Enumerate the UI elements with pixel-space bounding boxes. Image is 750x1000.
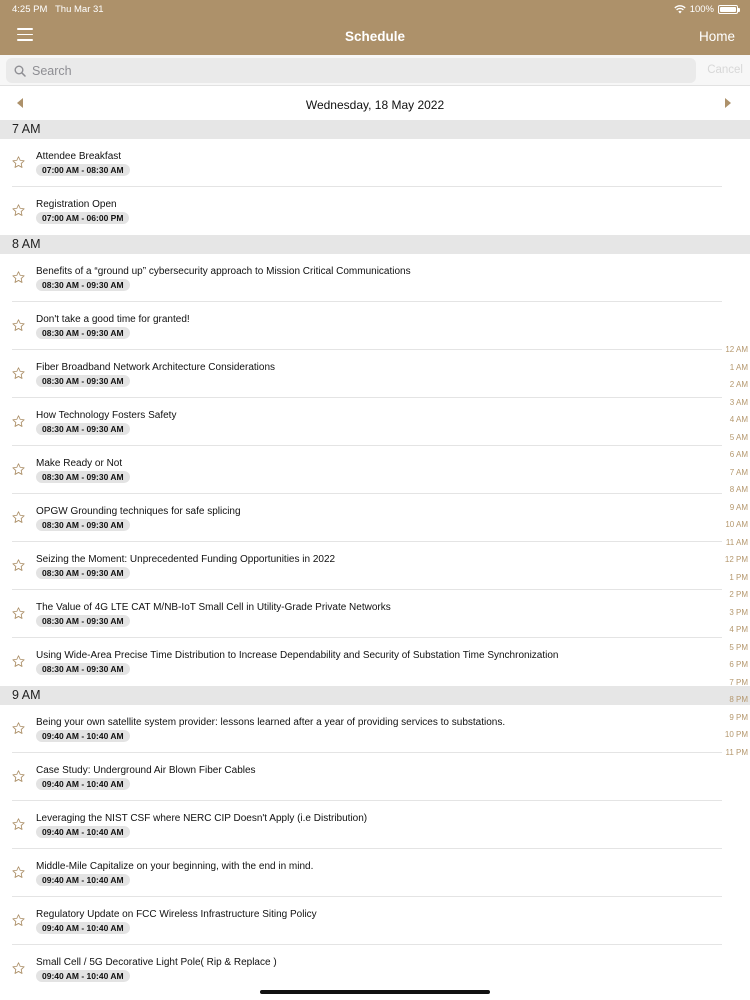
date-navigator <box>0 86 750 120</box>
search-input[interactable] <box>32 64 672 78</box>
star-outline-icon[interactable] <box>11 510 26 525</box>
hour-index-item[interactable]: 9 AM <box>729 502 748 512</box>
session-title: Being your own satellite system provider: lessons learned after a year of providing services to substations. <box>36 717 506 728</box>
session-title: Benefits of a “ground up” cybersecurity approach to Mission Critical Communications <box>36 266 411 277</box>
hour-index <box>718 345 748 765</box>
hour-index-item[interactable]: 5 PM <box>729 642 748 652</box>
session-title: Middle-Mile Capitalize on your beginning, with the end in mind. <box>36 861 314 872</box>
star-outline-icon[interactable] <box>11 318 26 333</box>
hour-index-item[interactable]: 11 PM <box>725 747 748 757</box>
star-outline-icon[interactable] <box>11 203 26 218</box>
status-time: 4:25 PM <box>12 4 48 15</box>
star-outline-icon[interactable] <box>11 865 26 880</box>
star-outline-icon[interactable] <box>11 414 26 429</box>
search-icon <box>12 63 28 79</box>
session-row[interactable] <box>0 753 750 801</box>
session-row[interactable] <box>0 139 750 187</box>
hour-index-item[interactable]: 12 PM <box>724 555 748 564</box>
session-time: 07:00 AM - 06:00 PM <box>36 212 129 224</box>
session-row[interactable] <box>0 398 750 446</box>
star-outline-icon[interactable] <box>11 817 26 832</box>
session-row[interactable] <box>0 897 750 945</box>
session-title: Using Wide-Area Precise Time Distribution to Increase Dependability and Security of Substation Time Synchronization <box>36 650 559 661</box>
hour-index-item[interactable]: 12 AM <box>725 345 748 354</box>
home-indicator <box>260 990 490 994</box>
session-title: Leveraging the NIST CSF where NERC CIP Doesn't Apply (i.e Distribution) <box>36 813 368 824</box>
status-date: Thu Mar 31 <box>55 4 104 15</box>
section-header: 7 AM <box>0 120 750 139</box>
hour-index-item[interactable]: 10 PM <box>724 730 748 739</box>
star-outline-icon[interactable] <box>11 366 26 381</box>
search-bar <box>0 55 750 86</box>
hour-index-item[interactable]: 10 AM <box>725 520 748 529</box>
star-outline-icon[interactable] <box>11 721 26 736</box>
session-time: 07:00 AM - 08:30 AM <box>36 164 130 176</box>
session-time: 08:30 AM - 09:30 AM <box>36 471 130 483</box>
current-date: Wednesday, 18 May 2022 <box>305 98 445 112</box>
hour-index-item[interactable]: 7 AM <box>729 467 748 477</box>
session-title: Case Study: Underground Air Blown Fiber Cables <box>36 765 256 776</box>
session-time: 09:40 AM - 10:40 AM <box>36 922 130 934</box>
session-title: Fiber Broadband Network Architecture Considerations <box>36 362 276 373</box>
session-time: 08:30 AM - 09:30 AM <box>36 663 130 675</box>
star-outline-icon[interactable] <box>11 558 26 573</box>
session-time: 08:30 AM - 09:30 AM <box>36 279 130 291</box>
session-row[interactable] <box>0 254 750 302</box>
session-time: 09:40 AM - 10:40 AM <box>36 778 130 790</box>
hour-index-item[interactable]: 4 AM <box>729 415 748 424</box>
status-right <box>674 4 738 15</box>
session-time: 09:40 AM - 10:40 AM <box>36 970 130 982</box>
session-title: Small Cell / 5G Decorative Light Pole( Rip & Replace ) <box>36 957 277 968</box>
star-outline-icon[interactable] <box>11 155 26 170</box>
session-title: Don't take a good time for granted! <box>36 314 190 325</box>
star-outline-icon[interactable] <box>11 270 26 285</box>
session-row[interactable] <box>0 801 750 849</box>
hour-index-item[interactable]: 2 PM <box>729 590 748 599</box>
star-outline-icon[interactable] <box>11 913 26 928</box>
session-row[interactable] <box>0 494 750 542</box>
star-outline-icon[interactable] <box>11 606 26 621</box>
battery-percent: 100% <box>689 4 714 15</box>
session-title: Make Ready or Not <box>36 458 123 469</box>
session-time: 08:30 AM - 09:30 AM <box>36 423 130 435</box>
star-outline-icon[interactable] <box>11 961 26 976</box>
session-row[interactable] <box>0 590 750 638</box>
hour-index-item[interactable]: 2 AM <box>729 380 748 389</box>
session-time: 08:30 AM - 09:30 AM <box>36 567 130 579</box>
page-title: Schedule <box>344 29 406 44</box>
hour-index-item[interactable]: 1 AM <box>729 362 748 372</box>
hour-index-item[interactable]: 3 AM <box>729 397 748 407</box>
hour-index-item[interactable]: 4 PM <box>729 625 748 634</box>
session-row[interactable] <box>0 542 750 590</box>
hour-index-item[interactable]: 8 PM <box>729 695 748 704</box>
next-day-icon[interactable] <box>725 98 731 108</box>
home-button[interactable]: Home <box>698 29 735 44</box>
session-title: The Value of 4G LTE CAT M/NB-IoT Small Cell in Utility-Grade Private Networks <box>36 602 391 613</box>
status-bar <box>12 4 738 16</box>
session-time: 09:40 AM - 10:40 AM <box>36 826 130 838</box>
session-row[interactable] <box>0 849 750 897</box>
star-outline-icon[interactable] <box>11 769 26 784</box>
wifi-icon <box>674 5 686 14</box>
hour-index-item[interactable]: 9 PM <box>729 712 748 722</box>
hour-index-item[interactable]: 6 PM <box>729 660 748 669</box>
session-list <box>0 120 750 993</box>
session-row[interactable] <box>0 350 750 398</box>
battery-icon <box>718 5 738 14</box>
session-time: 08:30 AM - 09:30 AM <box>36 615 130 627</box>
session-time: 09:40 AM - 10:40 AM <box>36 874 130 886</box>
hour-index-item[interactable]: 6 AM <box>729 450 748 459</box>
hour-index-item[interactable]: 5 AM <box>729 432 748 442</box>
session-row[interactable] <box>0 945 750 993</box>
session-row[interactable] <box>0 302 750 350</box>
section-header: 9 AM <box>0 686 750 705</box>
session-row[interactable] <box>0 705 750 753</box>
cancel-button[interactable]: Cancel <box>707 64 743 76</box>
session-title: Registration Open <box>36 199 117 210</box>
star-outline-icon[interactable] <box>11 654 26 669</box>
session-time: 09:40 AM - 10:40 AM <box>36 730 130 742</box>
session-time: 08:30 AM - 09:30 AM <box>36 519 130 531</box>
session-row[interactable] <box>0 638 750 686</box>
session-title: Seizing the Moment: Unprecedented Funding Opportunities in 2022 <box>36 554 336 565</box>
hour-index-item[interactable]: 7 PM <box>729 677 748 687</box>
session-time: 08:30 AM - 09:30 AM <box>36 375 130 387</box>
search-field[interactable] <box>6 58 696 83</box>
session-row[interactable] <box>0 446 750 494</box>
nav-bar <box>0 0 750 55</box>
session-title: OPGW Grounding techniques for safe splicing <box>36 506 241 517</box>
session-title: Attendee Breakfast <box>36 151 122 162</box>
hour-index-item[interactable]: 8 AM <box>729 485 748 494</box>
section-header: 8 AM <box>0 235 750 254</box>
star-outline-icon[interactable] <box>11 462 26 477</box>
session-title: Regulatory Update on FCC Wireless Infrastructure Siting Policy <box>36 909 317 920</box>
session-title: How Technology Fosters Safety <box>36 410 177 421</box>
hour-index-item[interactable]: 11 AM <box>725 537 748 547</box>
hour-index-item[interactable]: 1 PM <box>729 572 748 582</box>
session-row[interactable] <box>0 187 750 235</box>
hour-index-item[interactable]: 3 PM <box>729 607 748 617</box>
session-time: 08:30 AM - 09:30 AM <box>36 327 130 339</box>
